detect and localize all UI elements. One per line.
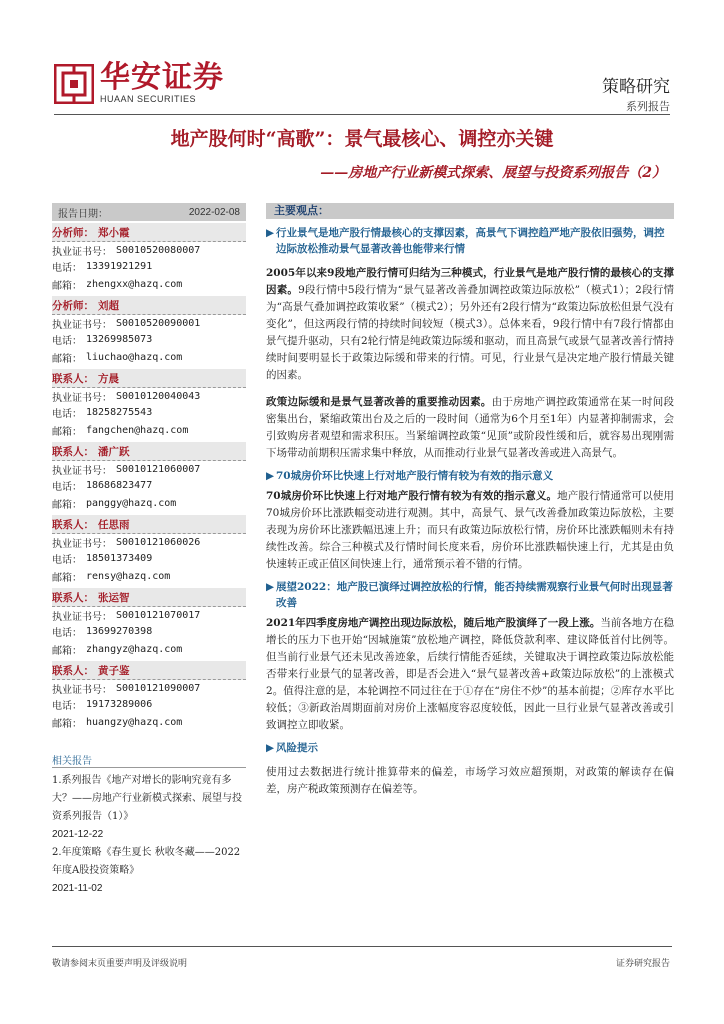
email-address[interactable]: rensy@hazq.com xyxy=(86,570,171,582)
cert-number: S0010520080007 xyxy=(116,244,201,256)
tel-label: 电话： xyxy=(52,554,82,566)
cert-label: 执业证书号： xyxy=(52,319,112,331)
tel-line xyxy=(52,623,246,639)
tel-number: 19173289006 xyxy=(86,698,153,710)
footer-divider xyxy=(52,946,672,947)
logo-name-cn: 华安证券 xyxy=(100,60,224,95)
paragraph xyxy=(266,488,674,573)
tel-number: 18501373409 xyxy=(86,552,153,564)
point-heading-text: 70城房价环比快速上行对地产股行情有较为有效的指示意义 xyxy=(276,470,554,482)
paragraph-text: 使用过去数据进行统计推算带来的偏差，市场学习效应超预期，对政策的解读存在偏差，房产税政策预测存在偏差等。 xyxy=(266,766,674,795)
tel-label: 电话： xyxy=(52,481,82,493)
cert-label: 执业证书号： xyxy=(52,684,112,696)
report-date-row xyxy=(52,203,246,221)
related-report-title: 1.系列报告《地产对增长的影响究竟有多大？——房地产行业新模式探索、展望与投资系列报告（1）》 xyxy=(52,775,242,822)
section-title: 主要观点： xyxy=(266,203,674,219)
email-line xyxy=(52,712,246,732)
analyst-name: 任思雨 xyxy=(98,518,130,531)
paragraph xyxy=(266,265,674,384)
analyst-block xyxy=(52,515,246,586)
tel-number: 18258275543 xyxy=(86,406,153,418)
related-reports-heading: 相关报告 xyxy=(52,752,246,768)
tel-number: 18686823477 xyxy=(86,479,153,491)
analyst-block xyxy=(52,223,246,294)
tel-line xyxy=(52,331,246,347)
analyst-name: 刘超 xyxy=(98,299,119,312)
analyst-block xyxy=(52,588,246,659)
footer-label: 证券研究报告 xyxy=(615,959,670,969)
analyst-block xyxy=(52,296,246,367)
analyst-name: 潘广跃 xyxy=(98,445,130,458)
analyst-role: 分析师： xyxy=(52,226,94,239)
email-address[interactable]: fangchen@hazq.com xyxy=(86,424,189,436)
company-logo xyxy=(54,62,224,105)
cert-number: S0010120040043 xyxy=(116,390,201,402)
report-date-value: 2022-02-08 xyxy=(188,206,240,218)
paragraph-bold: 2021年四季度房地产调控出现边际放松，随后地产股演绎了一段上涨。 xyxy=(266,617,601,629)
cert-label: 执业证书号： xyxy=(52,611,112,623)
report-date-label: 报告日期： xyxy=(58,208,108,220)
email-line xyxy=(52,493,246,513)
page-subtitle: ——房地产行业新模式探索、展望与投资系列报告（2） xyxy=(320,165,666,181)
point-heading xyxy=(266,579,674,611)
email-label: 邮箱： xyxy=(52,353,82,365)
analyst-role: 联系人： xyxy=(52,445,94,458)
analyst-role: 联系人： xyxy=(52,591,94,604)
analyst-block xyxy=(52,369,246,440)
cert-number: S0010121070017 xyxy=(116,609,201,621)
tel-line xyxy=(52,550,246,566)
tel-number: 13269985073 xyxy=(86,333,153,345)
cert-number: S0010121090007 xyxy=(116,682,201,694)
tel-label: 电话： xyxy=(52,408,82,420)
analyst-role: 联系人： xyxy=(52,518,94,531)
doc-type: 策略研究 xyxy=(602,77,670,97)
paragraph-text: 由于房地产调控政策通常在某一时间段密集出台，紧缩政策出台及之后的一段时间（通常为6个月至1年）内显著抑制需求，会引致购房者观望和需求积压。当紧缩调控政策“见顶”或阶段性缓和后，就容易出现刚需下场带动前期积压需求集中释放，从而推动行业景气显著改善或进入高景气。 xyxy=(266,396,675,459)
bullet-icon: ▶ xyxy=(266,470,275,482)
analyst-list xyxy=(52,223,246,732)
tel-label: 电话： xyxy=(52,627,82,639)
cert-label: 执业证书号： xyxy=(52,392,112,404)
paragraph xyxy=(266,615,674,734)
related-report-item[interactable] xyxy=(52,772,246,844)
analyst-name: 方晨 xyxy=(98,372,119,385)
email-label: 邮箱： xyxy=(52,280,82,292)
tel-line xyxy=(52,696,246,712)
analyst-heading xyxy=(52,223,246,242)
email-address[interactable]: zhengxx@hazq.com xyxy=(86,278,183,290)
related-report-date: 2021-12-22 xyxy=(52,829,104,840)
analyst-name: 黄子鉴 xyxy=(98,664,130,677)
cert-line xyxy=(52,242,246,258)
email-label: 邮箱： xyxy=(52,499,82,511)
related-report-title: 2.年度策略《春生夏长 秋收冬藏——2022年度A股投资策略》 xyxy=(52,847,241,876)
bullet-icon: ▶ xyxy=(266,742,275,754)
logo-mark-icon xyxy=(54,64,94,104)
analyst-heading xyxy=(52,515,246,534)
tel-line xyxy=(52,258,246,274)
point-heading-text: 展望2022：地产股已演绎过调控放松的行情，能否持续需观察行业景气何时出现显著改善 xyxy=(276,581,673,609)
point-heading-text: 风险提示 xyxy=(276,742,318,754)
email-line xyxy=(52,420,246,440)
analyst-heading xyxy=(52,296,246,315)
point-heading xyxy=(266,740,674,756)
paragraph-text: 地产股行情通常可以使用70城房价环比涨跌幅变动进行观测。其中，高景气、景气改善叠加政策边际放松，主要表现为房价环比涨跌幅迅速上升；而只有政策边际放松行情，房价环比涨跌幅则未有持续性改善。综合三种模式及行情时间长度来看，房价环比涨跌幅快速上行，尤其是由负快速转正或正值区间快速上行，通常预示着不错的行情。 xyxy=(266,490,674,570)
bullet-icon: ▶ xyxy=(266,227,275,239)
email-address[interactable]: liuchao@hazq.com xyxy=(86,351,183,363)
paragraph-text: 9段行情中5段行情为“景气显著改善叠加调控政策边际放松”（模式1）；2段行情为“高景气叠加调控政策收紧”（模式2）；另外还有2段行情为“政策边际放松但景气没有变化”，但这两段行情的持续时间较短（模式3）。总体来看，9段行情中有7段行情都由景气提升驱动，只有2轮行情是纯政策边际缓和驱动，而且高景气或景气显著改善行情持续时间要明显长于政策边际缓和带来的行情。可见，行业景气是决定地产股行情最关键的因素。 xyxy=(266,284,674,381)
related-reports-list xyxy=(52,772,246,898)
email-label: 邮箱： xyxy=(52,426,82,438)
tel-line xyxy=(52,404,246,420)
cert-line xyxy=(52,607,246,623)
cert-line xyxy=(52,680,246,696)
cert-line xyxy=(52,388,246,404)
main-content xyxy=(266,203,674,798)
analyst-heading xyxy=(52,661,246,680)
analyst-heading xyxy=(52,442,246,461)
analyst-name: 张运智 xyxy=(98,591,130,604)
cert-label: 执业证书号： xyxy=(52,465,112,477)
email-line xyxy=(52,347,246,367)
doc-subtype: 系列报告 xyxy=(626,100,670,113)
paragraph-bold: 70城房价环比快速上行对地产股行情有较为有效的指示意义。 xyxy=(266,490,558,502)
cert-number: S0010121060007 xyxy=(116,463,201,475)
cert-number: S0010121060026 xyxy=(116,536,201,548)
tel-label: 电话： xyxy=(52,262,82,274)
bullet-icon: ▶ xyxy=(266,581,275,593)
email-address[interactable]: zhangyz@hazq.com xyxy=(86,643,183,655)
paragraph xyxy=(266,764,674,798)
tel-number: 13699270398 xyxy=(86,625,153,637)
analyst-role: 联系人： xyxy=(52,372,94,385)
logo-name-en: HUAAN SECURITIES xyxy=(100,94,197,104)
related-report-date: 2021-11-02 xyxy=(52,883,103,894)
sidebar xyxy=(52,203,246,898)
cert-line xyxy=(52,534,246,550)
tel-label: 电话： xyxy=(52,335,82,347)
analyst-block xyxy=(52,442,246,513)
cert-line xyxy=(52,461,246,477)
analyst-block xyxy=(52,661,246,732)
related-report-item[interactable] xyxy=(52,844,246,898)
cert-number: S0010520090001 xyxy=(116,317,201,329)
email-label: 邮箱： xyxy=(52,572,82,584)
analyst-heading xyxy=(52,369,246,388)
tel-line xyxy=(52,477,246,493)
tel-label: 电话： xyxy=(52,700,82,712)
tel-number: 13391921291 xyxy=(86,260,153,272)
analyst-heading xyxy=(52,588,246,607)
analyst-role: 联系人： xyxy=(52,664,94,677)
cert-label: 执业证书号： xyxy=(52,246,112,258)
email-address[interactable]: panggy@hazq.com xyxy=(86,497,177,509)
email-line xyxy=(52,274,246,294)
header-divider xyxy=(54,114,670,115)
paragraph-text: 当前各地方在稳增长的压力下也开始“因城施策”放松地产调控，降低贷款利率、建议降低首付比例等。但当前行业景气还未见改善迹象，后续行情能否延续，关键取决于调控政策边际放松能否带来行业景气的显著改善，即是否会进入“景气显著改善+政策边际放松”的上涨模式2。值得注意的是，本轮调控不同过往在于①存在“房住不炒”的基本前提；②库存水平比较低；③新政治周期面前对房价上涨幅度容忍度较低，因此一旦行业景气显著改善或引致调控立即收紧。 xyxy=(266,617,675,731)
email-line xyxy=(52,566,246,586)
cert-line xyxy=(52,315,246,331)
email-address[interactable]: huangzy@hazq.com xyxy=(86,716,183,728)
analyst-name: 郑小霞 xyxy=(98,226,130,239)
paragraph-bold: 2005年以来9段地产股行情可归结为三种模式，行业景气是地产股行情的最核心的支撑因素。 xyxy=(266,267,674,296)
point-heading xyxy=(266,468,674,484)
page-title: 地产股何时“高歌”：景气最核心、调控亦关键 xyxy=(170,128,554,150)
email-label: 邮箱： xyxy=(52,645,82,657)
cert-label: 执业证书号： xyxy=(52,538,112,550)
footer-disclaimer: 敬请参阅末页重要声明及评级说明 xyxy=(52,959,188,969)
point-heading-text: 行业景气是地产股行情最核心的支撑因素，高景气下调控趋严地产股依旧强势，调控边际放松推动景气显著改善也能带来行情 xyxy=(276,227,665,255)
email-label: 邮箱： xyxy=(52,718,82,730)
email-line xyxy=(52,639,246,659)
paragraph-bold: 政策边际缓和是景气显著改善的重要推动因素。 xyxy=(266,396,492,408)
paragraph xyxy=(266,394,674,462)
analyst-role: 分析师： xyxy=(52,299,94,312)
point-heading xyxy=(266,225,674,257)
